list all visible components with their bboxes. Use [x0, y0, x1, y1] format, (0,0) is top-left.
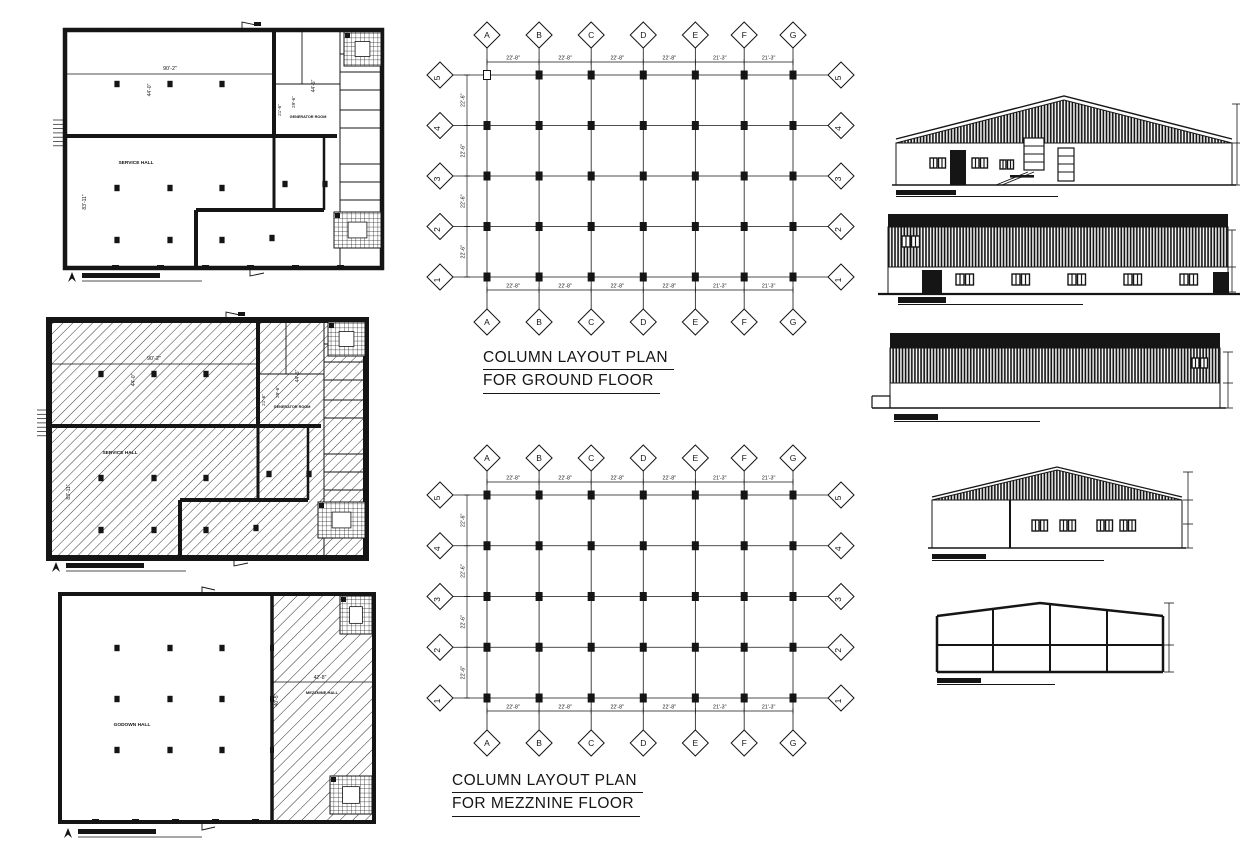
- svg-text:22'-8": 22'-8": [506, 283, 520, 290]
- front-elevation: [892, 96, 1240, 197]
- front-elevation-drawing: [888, 86, 1240, 200]
- svg-text:21'-3": 21'-3": [713, 283, 727, 290]
- svg-text:42'-8": 42'-8": [313, 675, 327, 681]
- svg-text:44'-5": 44'-5": [311, 79, 317, 93]
- svg-text:21'-6": 21'-6": [277, 104, 282, 116]
- dimension-pole: [1232, 104, 1240, 185]
- svg-text:83'-11": 83'-11": [82, 194, 88, 210]
- svg-text:B: B: [536, 317, 542, 327]
- svg-text:22'-8": 22'-8": [506, 475, 520, 482]
- svg-text:1: 1: [432, 698, 442, 704]
- svg-text:21'-3": 21'-3": [761, 283, 776, 290]
- plan-geometry: [53, 22, 382, 282]
- svg-text:GENERATOR ROOM: GENERATOR ROOM: [273, 405, 311, 409]
- svg-text:A: A: [484, 453, 490, 463]
- svg-text:B: B: [536, 453, 542, 463]
- top-dimension-line: [487, 56, 793, 66]
- svg-text:22'-6": 22'-6": [460, 615, 467, 629]
- svg-text:21'-3": 21'-3": [761, 475, 776, 482]
- svg-text:22'-8": 22'-8": [558, 283, 572, 290]
- column-grid: [427, 445, 854, 756]
- svg-text:B: B: [536, 30, 542, 40]
- svg-text:22'-8": 22'-8": [662, 704, 677, 711]
- svg-text:4: 4: [432, 126, 442, 131]
- bottom-dimension-line: [487, 705, 793, 715]
- dimension-pole: [1164, 603, 1174, 672]
- svg-text:22'-6": 22'-6": [460, 513, 467, 528]
- ground-plan-title-line2: FOR GROUND FLOOR: [483, 370, 660, 393]
- mezzanine-plan-title: [452, 770, 643, 817]
- svg-text:22'-8": 22'-8": [610, 283, 624, 290]
- hatched-plan-geometry: [37, 312, 366, 572]
- svg-text:90'-2": 90'-2": [146, 356, 162, 362]
- svg-text:22'-6": 22'-6": [460, 665, 467, 680]
- svg-text:22'-8": 22'-8": [662, 475, 677, 482]
- svg-text:1: 1: [432, 277, 442, 283]
- rear-elevation: [928, 467, 1193, 561]
- svg-text:29'-6": 29'-6": [275, 386, 280, 398]
- svg-text:44'-0": 44'-0": [131, 373, 137, 387]
- svg-text:5: 5: [432, 75, 442, 81]
- svg-text:E: E: [692, 317, 699, 327]
- column-layout-grid-mezzanine: [420, 440, 925, 762]
- north-arrow-and-scale-bar: [68, 272, 202, 282]
- svg-text:4: 4: [833, 126, 843, 131]
- svg-text:4: 4: [432, 546, 442, 552]
- mezzanine-floor-plan-hatched-drawing: [36, 310, 381, 580]
- svg-text:G: G: [789, 738, 797, 748]
- svg-text:22'-8": 22'-8": [610, 55, 624, 62]
- svg-text:3: 3: [833, 597, 843, 602]
- svg-text:22'-6": 22'-6": [460, 245, 467, 259]
- svg-text:22'-8": 22'-8": [610, 704, 624, 711]
- svg-text:E: E: [692, 738, 699, 748]
- svg-text:2: 2: [432, 227, 442, 232]
- svg-text:22'-8": 22'-8": [558, 704, 572, 711]
- svg-text:D: D: [640, 317, 647, 327]
- svg-text:C: C: [588, 317, 595, 327]
- svg-text:GODOWN HALL: GODOWN HALL: [113, 723, 151, 728]
- svg-text:5: 5: [432, 495, 442, 501]
- svg-text:SERVICE HALL: SERVICE HALL: [118, 161, 154, 166]
- north-arrow-and-scale-bar: [52, 562, 186, 572]
- svg-text:2: 2: [432, 647, 442, 653]
- svg-text:G: G: [789, 317, 797, 327]
- svg-text:G: G: [789, 453, 797, 463]
- svg-text:A: A: [484, 317, 490, 327]
- godown-plan-drawing: [52, 586, 392, 841]
- svg-text:5: 5: [833, 75, 843, 81]
- svg-text:21'-3": 21'-3": [713, 55, 727, 62]
- svg-text:21'-3": 21'-3": [761, 704, 776, 711]
- svg-text:22'-8": 22'-8": [662, 283, 677, 290]
- svg-text:3: 3: [432, 176, 442, 182]
- north-arrow-and-scale-bar: [64, 828, 202, 838]
- ground-plan-title: [483, 347, 674, 394]
- svg-text:3: 3: [432, 597, 442, 602]
- svg-text:22'-8": 22'-8": [662, 55, 677, 62]
- svg-text:F: F: [741, 738, 747, 748]
- svg-text:C: C: [588, 30, 595, 40]
- column-grid: [427, 22, 854, 335]
- godown-plan-geometry: [58, 587, 374, 838]
- svg-text:1: 1: [833, 698, 843, 704]
- cross-section-drawing: [925, 590, 1183, 694]
- svg-text:22'-8": 22'-8": [558, 475, 572, 482]
- svg-text:90'-2": 90'-2": [162, 66, 178, 72]
- ground-floor-plan-drawing: [52, 20, 397, 295]
- dimension-pole: [1228, 230, 1236, 292]
- cross-section: [937, 603, 1174, 685]
- svg-text:44'-5": 44'-5": [295, 369, 301, 383]
- side-elevation-a: [878, 214, 1240, 305]
- svg-text:E: E: [692, 30, 699, 40]
- svg-text:SERVICE HALL: SERVICE HALL: [102, 451, 138, 456]
- svg-text:E: E: [692, 453, 699, 463]
- svg-text:21'-3": 21'-3": [713, 704, 727, 711]
- bottom-dimension-line: [487, 284, 793, 294]
- dimension-pole: [1183, 472, 1193, 548]
- svg-text:2: 2: [833, 227, 843, 232]
- svg-text:D: D: [640, 453, 647, 463]
- svg-text:21'-3": 21'-3": [761, 55, 776, 62]
- side-elevation-b-drawing: [870, 328, 1240, 426]
- top-dimension-line: [487, 476, 793, 486]
- svg-text:G: G: [789, 30, 797, 40]
- svg-text:C: C: [588, 453, 595, 463]
- svg-text:40'-5": 40'-5": [274, 693, 280, 707]
- svg-text:22'-8": 22'-8": [506, 55, 520, 62]
- svg-text:GENERATOR ROOM: GENERATOR ROOM: [289, 115, 327, 119]
- side-elevation-a-drawing: [878, 206, 1242, 308]
- svg-text:1: 1: [833, 277, 843, 283]
- svg-text:22'-8": 22'-8": [610, 475, 624, 482]
- svg-text:A: A: [484, 30, 490, 40]
- svg-text:4: 4: [833, 546, 843, 552]
- mezzanine-plan-title-line2: FOR MEZZNINE FLOOR: [452, 793, 640, 816]
- dimension-pole: [1223, 352, 1233, 408]
- svg-text:MEZZNINE HALL: MEZZNINE HALL: [305, 690, 339, 695]
- svg-text:44'-0": 44'-0": [147, 83, 153, 97]
- svg-text:B: B: [536, 738, 542, 748]
- mezzanine-plan-title-line1: COLUMN LAYOUT PLAN: [452, 770, 643, 793]
- svg-text:22'-6": 22'-6": [460, 144, 467, 158]
- column-layout-grid-ground: [420, 15, 925, 345]
- ground-plan-title-line1: COLUMN LAYOUT PLAN: [483, 347, 674, 370]
- svg-text:22'-8": 22'-8": [506, 704, 520, 711]
- svg-text:21'-6": 21'-6": [261, 394, 266, 406]
- svg-text:C: C: [588, 738, 595, 748]
- svg-text:5: 5: [833, 495, 843, 501]
- svg-text:22'-8": 22'-8": [558, 55, 572, 62]
- svg-text:A: A: [484, 738, 490, 748]
- svg-text:F: F: [741, 317, 747, 327]
- svg-text:22'-6": 22'-6": [460, 93, 467, 107]
- svg-text:F: F: [741, 453, 747, 463]
- svg-text:D: D: [640, 30, 647, 40]
- svg-text:2: 2: [833, 647, 843, 653]
- svg-text:22'-6": 22'-6": [460, 564, 467, 578]
- svg-text:D: D: [640, 738, 647, 748]
- svg-text:22'-6": 22'-6": [460, 194, 467, 208]
- side-elevation-b: [872, 333, 1233, 422]
- svg-text:F: F: [741, 30, 747, 40]
- svg-text:29'-6": 29'-6": [291, 96, 296, 108]
- svg-text:21'-3": 21'-3": [713, 475, 727, 482]
- rear-elevation-drawing: [922, 458, 1202, 576]
- svg-text:3: 3: [833, 176, 843, 182]
- svg-text:83'-11": 83'-11": [66, 484, 72, 500]
